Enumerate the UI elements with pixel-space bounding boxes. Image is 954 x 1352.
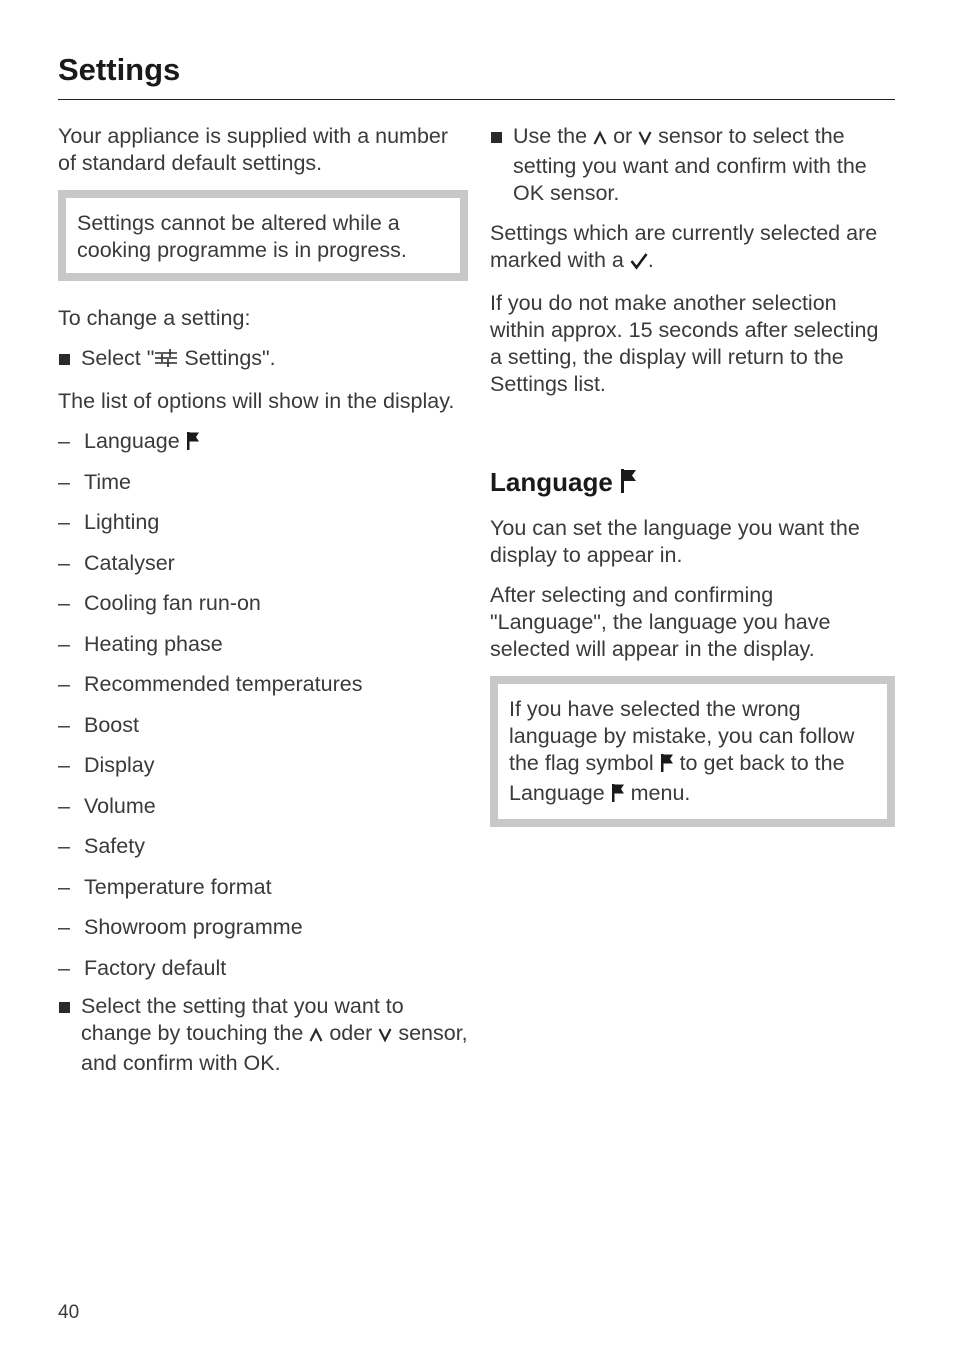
- up-arrow-icon: [593, 126, 607, 153]
- step-use-sensors: [490, 123, 895, 207]
- note-box-wrong-language: [490, 676, 895, 827]
- list-item: [58, 509, 468, 550]
- list-item: [58, 955, 468, 996]
- list-dash: –: [58, 834, 70, 858]
- down-arrow-icon: [378, 1023, 392, 1050]
- list-item-label: Safety: [84, 834, 145, 858]
- note-text-b: to get back to the Language: [509, 751, 845, 805]
- select-setting-text-c: sensor, and confirm with OK.: [81, 1021, 468, 1075]
- page-title: Settings: [58, 52, 181, 87]
- list-item-label: Heating phase: [84, 631, 223, 656]
- list-dash: –: [58, 469, 70, 494]
- list-dash: –: [58, 510, 70, 534]
- list-dash: –: [58, 591, 70, 615]
- note-text: Settings cannot be altered while a cooking programme is in progress.: [77, 211, 407, 262]
- list-dash: –: [58, 955, 70, 980]
- title-divider: [58, 99, 895, 100]
- select-setting-text-a: Select the setting that you want to change by touching the: [81, 994, 404, 1045]
- list-item-label: Catalyser: [84, 550, 175, 575]
- step-select-setting: [58, 993, 468, 1077]
- list-item: [58, 874, 468, 915]
- list-item: [58, 793, 468, 834]
- list-item: [58, 631, 468, 672]
- list-item: [58, 914, 468, 955]
- list-dash: –: [58, 672, 70, 696]
- list-item-label: Display: [84, 753, 155, 777]
- page-number: 40: [58, 1302, 80, 1323]
- use-text-c: sensor to select the setting you want and confirm with the OK sensor.: [513, 124, 867, 205]
- list-item: [58, 712, 468, 753]
- list-item: [58, 833, 468, 874]
- list-item: [58, 550, 468, 591]
- marked-paragraph: [490, 220, 895, 277]
- flag-icon: [611, 783, 625, 810]
- bullet-square-icon: [491, 132, 502, 143]
- list-item-label: Volume: [84, 793, 156, 818]
- bullet-square-icon: [59, 354, 70, 365]
- list-dash: –: [58, 429, 70, 453]
- marked-text-a: Settings which are currently selected are marked with a: [490, 221, 878, 272]
- list-item-label: Boost: [84, 712, 139, 737]
- list-dash: –: [58, 550, 70, 575]
- list-item: [58, 590, 468, 631]
- step-select-settings: [58, 345, 468, 375]
- marked-text-b: .: [647, 248, 654, 272]
- bullet-square-icon: [59, 1002, 70, 1013]
- list-item: [58, 428, 468, 469]
- note-box-progress: [58, 190, 468, 281]
- right-column: [490, 123, 895, 851]
- list-item-label: Recommended temperatures: [84, 672, 363, 696]
- list-item-label: Time: [84, 469, 131, 494]
- to-change-label: To change a setting:: [58, 306, 251, 330]
- list-dash: –: [58, 631, 70, 656]
- list-item-label: Temperature format: [84, 874, 272, 899]
- language-heading: [490, 466, 895, 501]
- timeout-paragraph: If you do not make another selection within approx. 15 seconds after selecting a setting, the display will return to the Settings list.: [490, 291, 879, 396]
- note-text-a: If you have selected the wrong language by mistake, you can follow the flag symbol: [509, 697, 855, 775]
- language-paragraph-2: After selecting and confirming "Language", the language you have selected will appear in the display.: [490, 583, 831, 661]
- note-text-c: menu.: [630, 781, 691, 805]
- flag-icon: [620, 468, 637, 501]
- use-text-a: Use the: [513, 124, 588, 148]
- list-item: [58, 752, 468, 793]
- use-text-b: or: [613, 124, 633, 148]
- flag-icon: [660, 753, 674, 780]
- up-arrow-icon: [309, 1023, 323, 1050]
- list-item-label: Showroom programme: [84, 915, 303, 939]
- list-intro-paragraph: The list of options will show in the display.: [58, 389, 455, 413]
- list-dash: –: [58, 915, 70, 939]
- settings-sliders-icon: [154, 348, 178, 375]
- list-dash: –: [58, 874, 70, 899]
- select-pre-text: Select ": [81, 346, 155, 370]
- select-post-text: Settings".: [178, 346, 276, 370]
- select-setting-text-b: oder: [329, 1021, 373, 1045]
- list-item-label: Factory default: [84, 955, 227, 980]
- left-column: [58, 123, 468, 1090]
- down-arrow-icon: [638, 126, 652, 153]
- list-dash: –: [58, 753, 70, 777]
- list-dash: –: [58, 793, 70, 818]
- language-heading-text: Language: [490, 467, 613, 497]
- list-item-label: Cooling fan run-on: [84, 591, 261, 615]
- list-dash: –: [58, 712, 70, 737]
- settings-options-list: [58, 428, 468, 995]
- list-item-label: Language: [84, 429, 180, 453]
- checkmark-icon: [630, 250, 648, 277]
- flag-icon: [186, 431, 200, 458]
- intro-paragraph: Your appliance is supplied with a number of standard default settings.: [58, 124, 449, 175]
- list-item: [58, 469, 468, 510]
- list-item-label: Lighting: [84, 510, 160, 534]
- language-paragraph-1: You can set the language you want the display to appear in.: [490, 516, 860, 567]
- list-item: [58, 671, 468, 712]
